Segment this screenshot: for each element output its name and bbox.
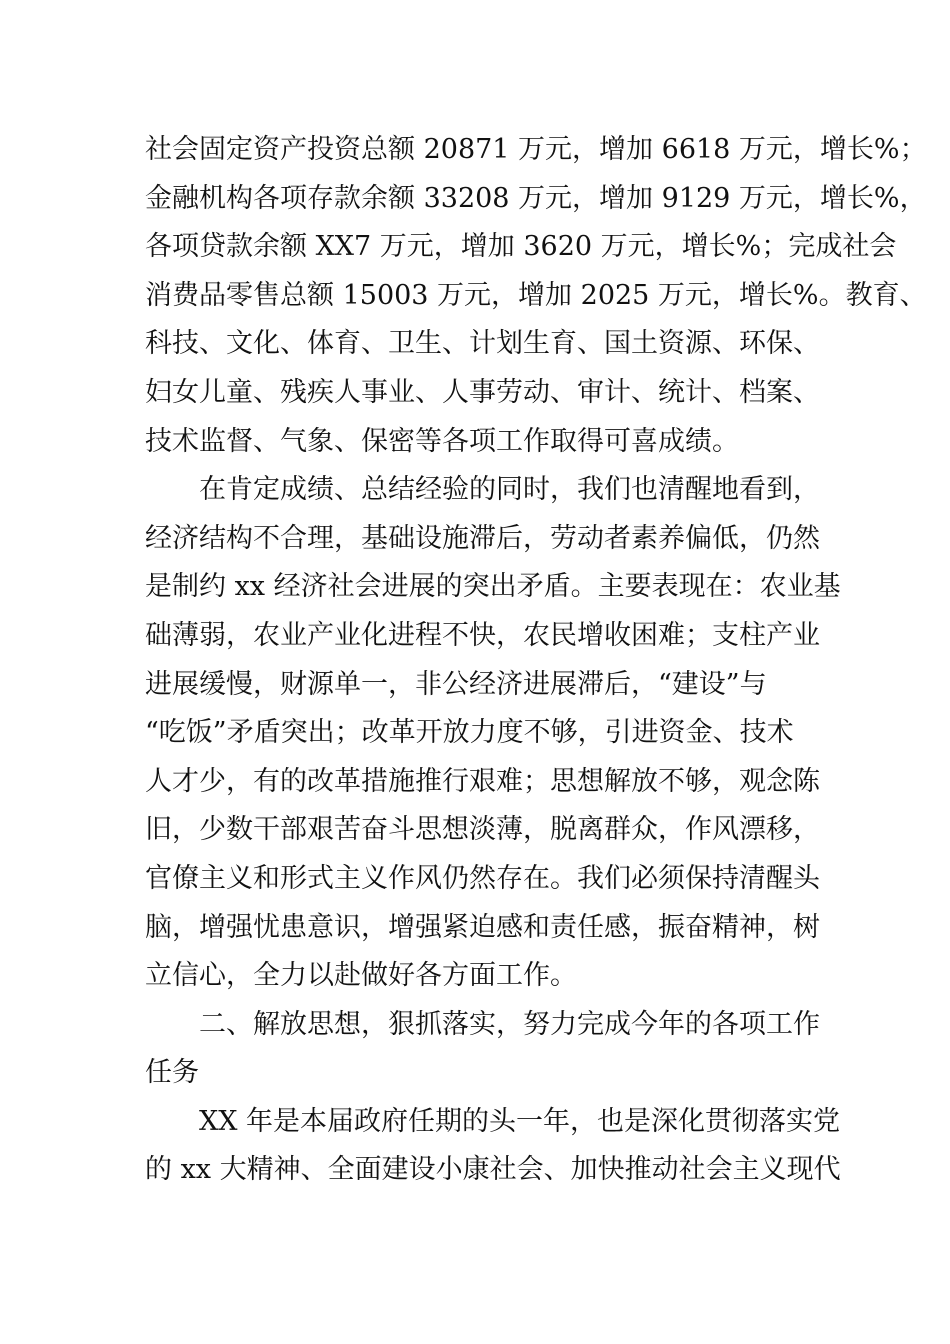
section-heading: 二、解放思想，狠抓落实，努力完成今年的各项工作 bbox=[199, 1008, 820, 1040]
text-line: 脑，增强忧患意识，增强紧迫感和责任感，振奋精神，树 bbox=[145, 911, 820, 943]
text-line: 旧，少数干部艰苦奋斗思想淡薄，脱离群众，作风漂移， bbox=[145, 814, 820, 846]
text-line: 金融机构各项存款余额 33208 万元，增加 9129 万元，增长%， bbox=[145, 182, 927, 214]
text-line: 人才少，有的改革措施推行艰难；思想解放不够，观念陈 bbox=[145, 765, 820, 797]
text-line: 础薄弱，农业产业化进程不快，农民增收困难；支柱产业 bbox=[145, 619, 820, 651]
text-line: 科技、文化、体育、卫生、计划生育、国土资源、环保、 bbox=[145, 328, 820, 360]
text-line: 立信心，全力以赴做好各方面工作。 bbox=[145, 960, 577, 992]
paragraph-first-line: XX 年是本届政府任期的头一年，也是深化贯彻落实党 bbox=[199, 1105, 841, 1137]
text-line: 各项贷款余额 XX7 万元，增加 3620 万元，增长%；完成社会 bbox=[145, 231, 897, 263]
text-line: 官僚主义和形式主义作风仍然存在。我们必须保持清醒头 bbox=[145, 862, 820, 894]
paragraph-first-line: 在肯定成绩、总结经验的同时，我们也清醒地看到， bbox=[199, 474, 820, 506]
text-line: 社会固定资产投资总额 20871 万元，增加 6618 万元，增长%； bbox=[145, 134, 927, 165]
body-text bbox=[145, 126, 927, 1195]
text-line: 经济结构不合理，基础设施滞后，劳动者素养偏低，仍然 bbox=[145, 522, 820, 554]
text-line: 的 xx 大精神、全面建设小康社会、加快推动社会主义现代 bbox=[145, 1154, 841, 1186]
text-line: 是制约 xx 经济社会进展的突出矛盾。主要表现在：农业基 bbox=[145, 571, 841, 603]
text-line: “吃饭”矛盾突出；改革开放力度不够，引进资金、技术 bbox=[145, 717, 794, 749]
text-line: 妇女儿童、残疾人事业、人事劳动、审计、统计、档案、 bbox=[145, 376, 820, 408]
text-line: 进展缓慢，财源单一，非公经济进展滞后，“建设”与 bbox=[145, 668, 767, 700]
section-heading-continued: 任务 bbox=[145, 1057, 199, 1089]
text-line: 消费品零售总额 15003 万元，增加 2025 万元，增长%。教育、 bbox=[145, 279, 927, 311]
text-line: 技术监督、气象、保密等各项工作取得可喜成绩。 bbox=[145, 425, 739, 457]
